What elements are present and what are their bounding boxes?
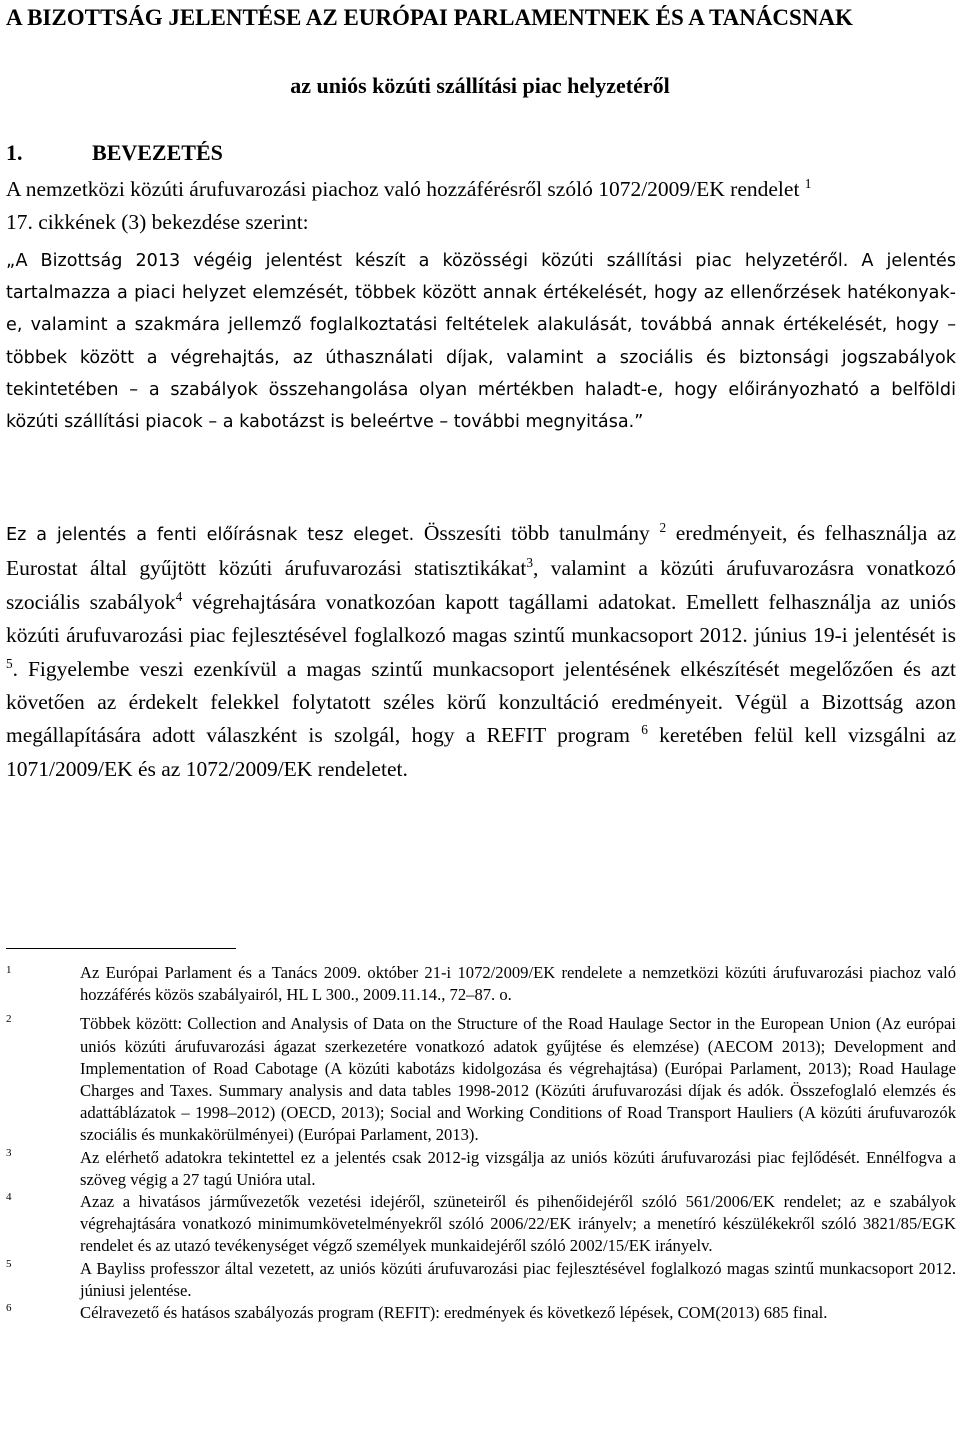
body-text-6: keretében felül kell vizsgálni az 1071/2009/EK és az 1072/2009/EK rendeletet. <box>6 723 956 781</box>
footnote-text: Azaz a hivatásos járművezetők vezetési idejéről, szüneteiről és pihenőidejéről szóló 561/2006/EK rendelet; az e szabályok végrehajtására vonatkozó minimumkövetelményekről szóló 2006/22/EK irányelv; a menetíró készülékekről szóló 3821/85/EGK rendelet és az utazó tevékenységet végző személyek munkaidejéről szóló 2002/15/EK irányelv. <box>80 1192 956 1256</box>
quoted-regulation-text: „A Bizottság 2013 végéig jelentést készít a közösségi közúti szállítási piac helyzetéről. A jelentés tartalmazza a piaci helyzet elemzését, többek között annak értékelését, hogy az ellenőrzések hatékonyak-e, valamint a szakmára jellemző foglalkoztatási feltételek alakulását, továbbá annak értékelését, hogy – többek között a végrehajtás, az úthasználati díjak, valamint a szociális és biztonsági jogszabályok tekintetében – a szabályok összehangolása olyan mértékben haladt-e, hogy előirányozható a belföldi közúti szállítási piacok – a kabotázst is beleértve – további megnyitása.” <box>6 251 956 433</box>
intro-text: A nemzetközi közúti árufuvarozási piachoz való hozzáférésről szóló 1072/2009/EK rendelet <box>6 177 800 201</box>
body-text-4: végrehajtására vonatkozóan kapott tagállami adatokat. Emellett felhasználja az uniós közúti árufuvarozási piac fejlesztésével foglalkozó magas szintű munkacsoport 2012. június 19-i jelentését is <box>6 589 956 648</box>
section-heading-rest: EVEZETÉS <box>106 140 223 165</box>
body-text-2: eredményeit, és felhasználja az Eurostat által gyűjtött közúti árufuvarozási statisztikákat <box>6 521 956 581</box>
footnote-ref-2[interactable]: 2 <box>659 519 667 535</box>
footnote-text: Az elérhető adatokra tekintettel ez a jelentés csak 2012-ig vizsgálja az uniós közúti árufuvarozási piac fejlődését. Ennélfogva a szöveg végig a 27 tagú Unióra utal. <box>80 1147 956 1189</box>
footnote-number: 5 <box>6 1257 12 1270</box>
footnote-number: 4 <box>6 1191 12 1204</box>
footnote-item <box>0 962 960 1006</box>
footnote-ref-3[interactable]: 3 <box>526 555 534 571</box>
footnote-number: 2 <box>6 1013 12 1026</box>
footnote-ref-1[interactable]: 1 <box>804 175 812 191</box>
footnote-text: Célravezető és hatásos szabályozás program (REFIT): eredmények és következő lépések, COM(2013) 685 final. <box>80 1303 828 1323</box>
footnote-item <box>0 1147 960 1191</box>
footnote-text: Az Európai Parlament és a Tanács 2009. október 21-i 1072/2009/EK rendelete a nemzetközi közúti árufuvarozási piachoz való hozzáférés közös szabályairól, HL L 300., 2009.11.14., 72–87. o. <box>80 963 956 1005</box>
footnote-number: 1 <box>6 964 12 976</box>
intro-text-continued: 17. cikkének (3) bekezdése szerint: <box>6 210 309 234</box>
footnote-ref-4[interactable]: 4 <box>175 588 183 604</box>
section-number: 1. <box>6 140 23 165</box>
body-lead-sentence: Ez a jelentés a fenti előírásnak tesz eleget. <box>6 525 415 545</box>
document-subtitle: az uniós közúti szállítási piac helyzetéről <box>290 73 670 98</box>
footnote-text: Többek között: Collection and Analysis of Data on the Structure of the Road Haulage Sector in the European Union (Az európai uniós közúti árufuvarozási ágazat szerkezetére vonatkozó adatok gyűjtése és elemzése) (AECOM 2013); Development and Implementation of Road Cabotage (A közúti kabotázs kidolgozása és végrehajtása) (Európai Parlament, 2013); Road Haulage Charges and Taxes. Summary analysis and data tables 1998-2012 (Közúti árufuvarozási díjak és adók. Összefoglaló elemzés és adattáblázatok – 1998–2012) (OECD, 2013); Social and Working Conditions of Road Transport Hauliers (A közúti árufuvarozók szociális és munkakörülményei) (Európai Parlament, 2013). <box>80 1014 956 1145</box>
footnote-ref-6[interactable]: 6 <box>641 722 648 738</box>
footnote-item <box>0 1302 960 1324</box>
footnote-separator <box>6 948 236 949</box>
body-text-5: . Figyelembe veszi ezenkívül a magas szintű munkacsoport jelentésének elkészítését megelőzően és azt követően az érdekelt felekkel folytatott széles körű konzultáció eredményeit. Végül a Bizottság azon megállapítására adott válaszként is szolgál, hogy a REFIT program <box>6 656 956 748</box>
intro-paragraph <box>6 173 956 239</box>
footnote-number: 6 <box>6 1302 12 1315</box>
footnote-number: 3 <box>6 1146 12 1159</box>
footnote-ref-5[interactable]: 5 <box>6 655 13 671</box>
section-heading <box>6 139 223 167</box>
body-text-3: , valamint a közúti árufuvarozásra vonatkozó szociális szabályok <box>6 556 956 614</box>
section-heading-initial: B <box>92 140 107 165</box>
footnotes-list <box>0 962 960 1324</box>
footnote-item <box>0 1258 960 1302</box>
body-paragraph <box>6 517 956 786</box>
footnote-item <box>0 1013 960 1146</box>
document-title: A BIZOTTSÁG JELENTÉSE AZ EURÓPAI PARLAMENTNEK ÉS A TANÁCSNAK <box>6 5 853 30</box>
footnote-item <box>0 1191 960 1258</box>
body-text-1: Összesíti több tanulmány <box>414 521 650 545</box>
footnote-text: A Bayliss professzor által vezetett, az uniós közúti árufuvarozási piac fejlesztésével foglalkozó magas szintű munkacsoport 2012. júniusi jelentése. <box>80 1258 956 1300</box>
